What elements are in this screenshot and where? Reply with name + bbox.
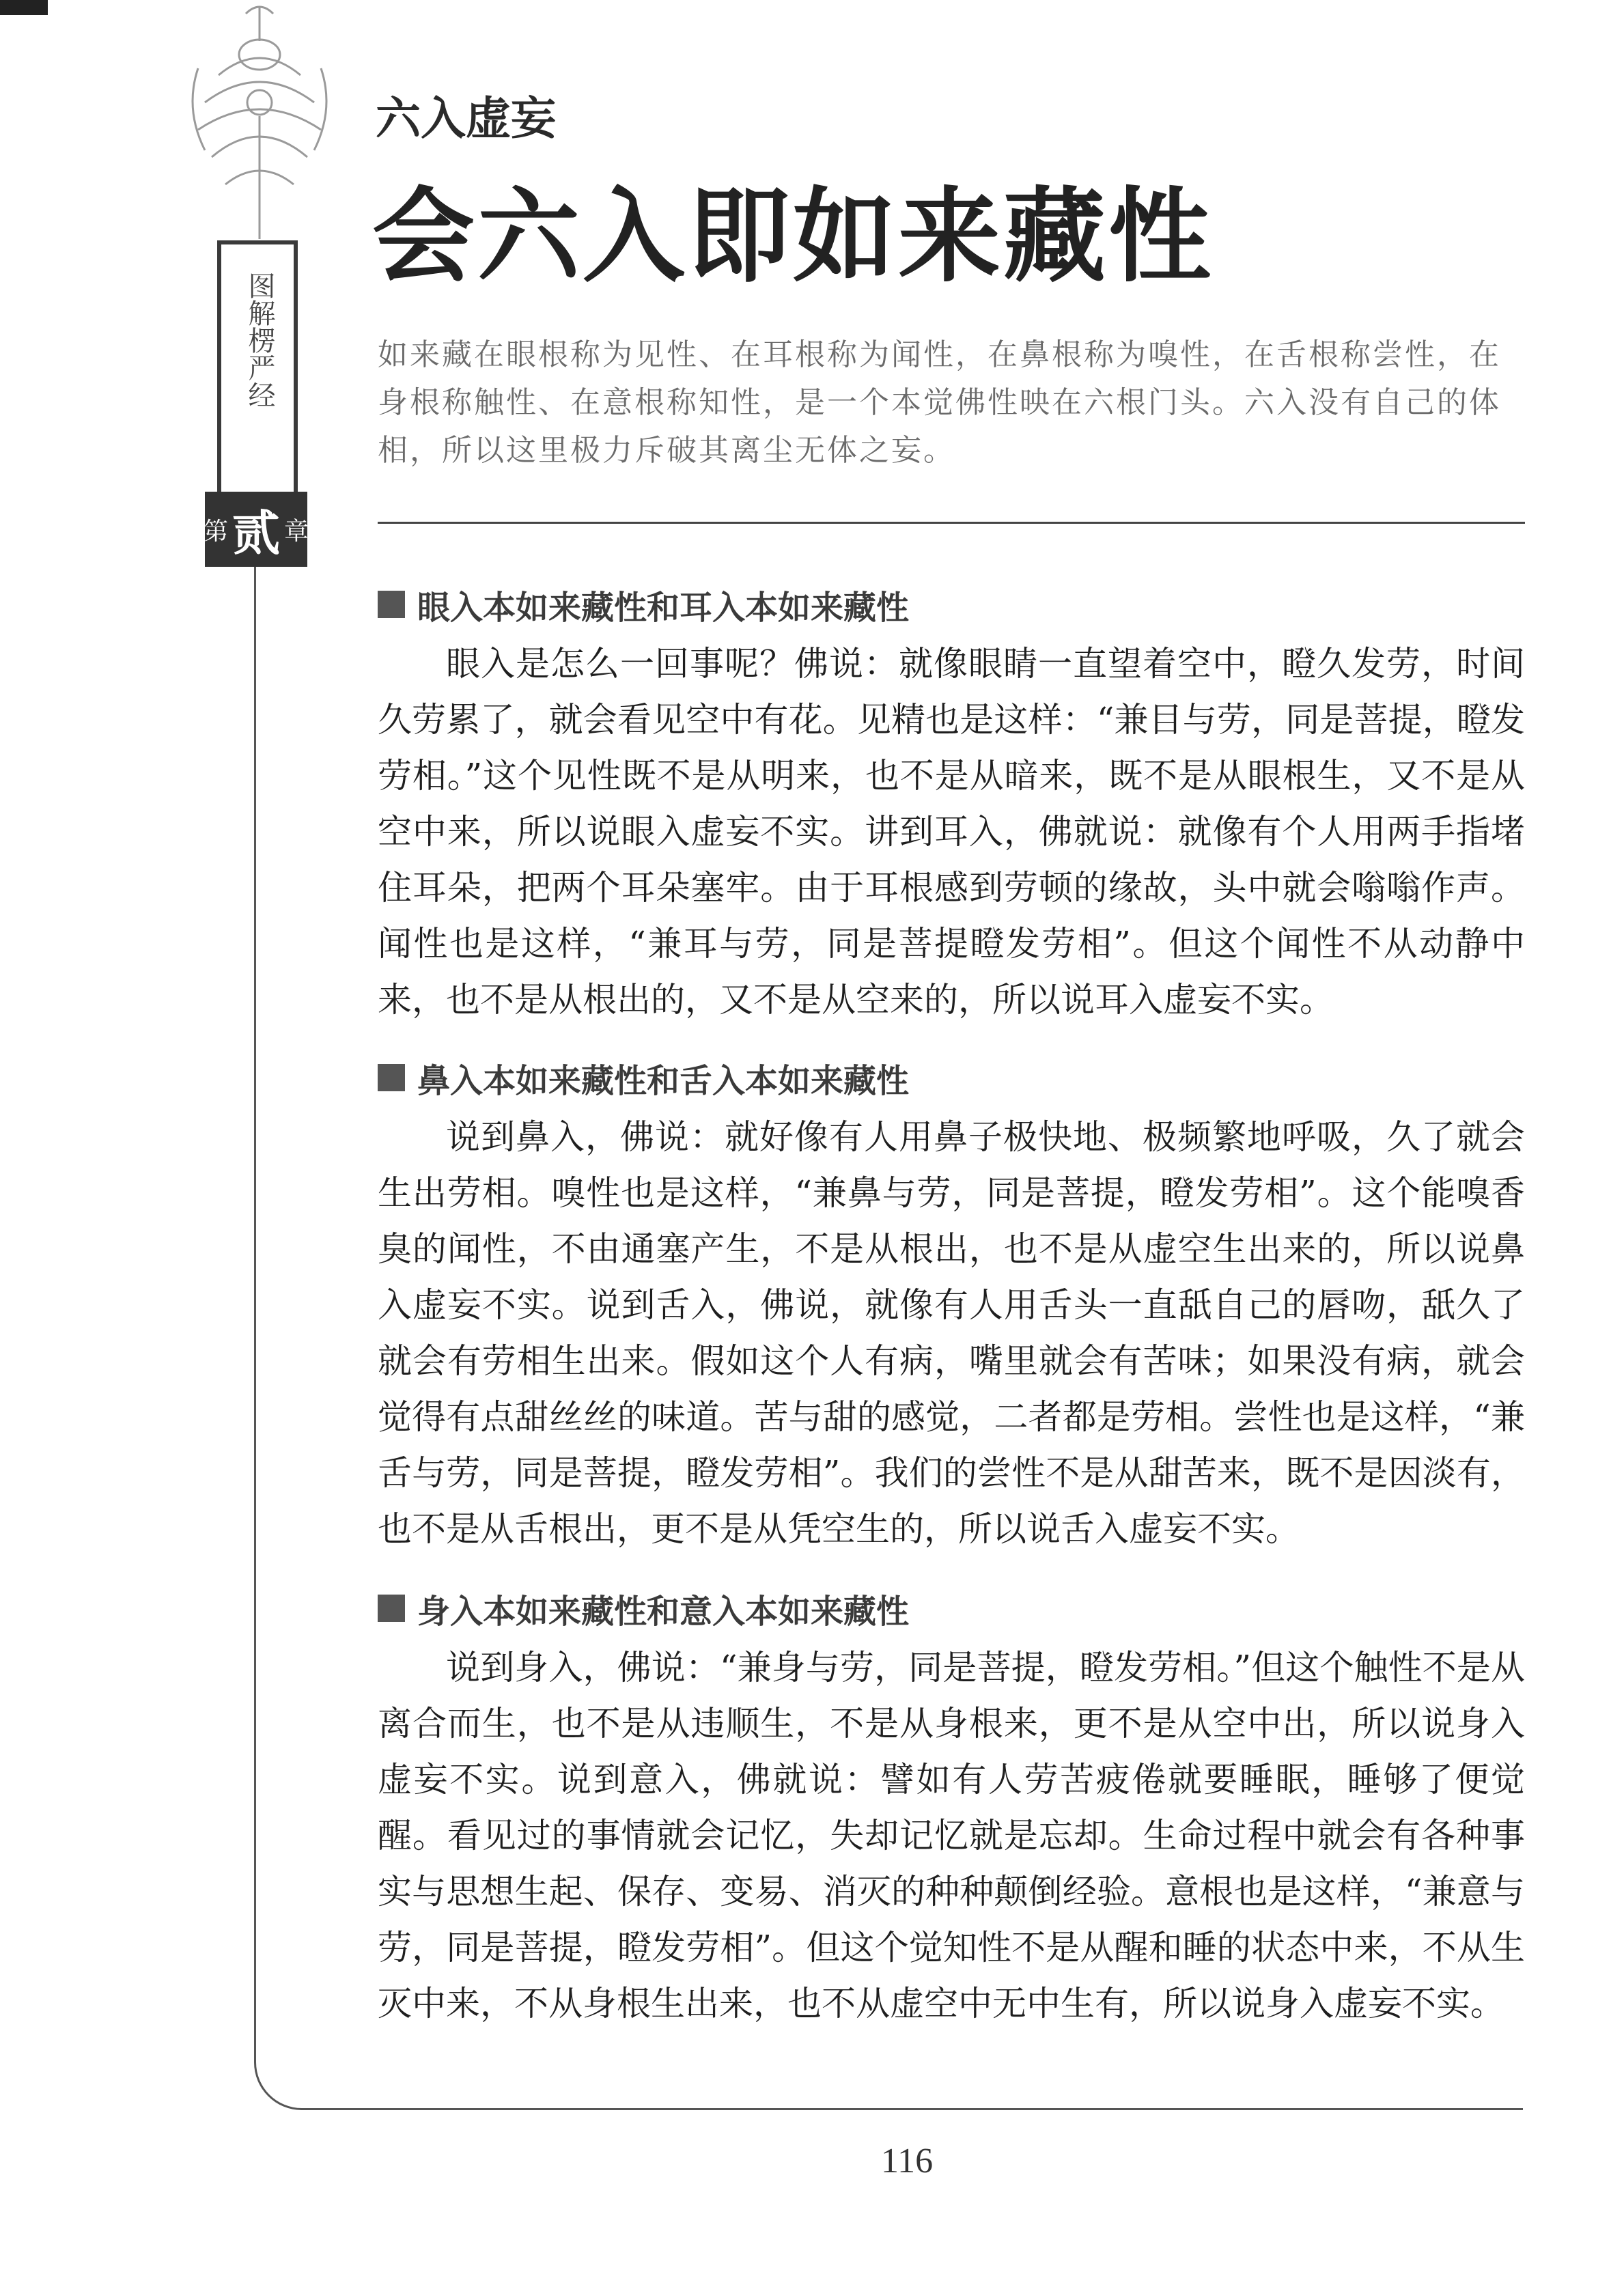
page-number: 116 xyxy=(881,2142,934,2180)
section-heading xyxy=(378,1581,1525,1636)
intro-paragraph: 如来藏在眼根称为见性、在耳根称为闻性，在鼻根称为嗅性，在舌根称尝性，在身根称触性、在意根称知性，是一个本觉佛性映在六根门头。六入没有自己的体相，所以这里极力斥破其离尘无体之妄。 xyxy=(378,337,1501,468)
section-nose-tongue xyxy=(378,1050,1525,1557)
chapter-number: 贰 xyxy=(232,505,280,561)
page-subtitle: 六入虚妄 xyxy=(376,92,556,145)
section-heading xyxy=(378,1050,1525,1105)
section-heading-text: 鼻入本如来藏性和舌入本如来藏性 xyxy=(417,1061,910,1100)
square-bullet-icon xyxy=(378,591,405,618)
section-heading-text: 眼入本如来藏性和耳入本如来藏性 xyxy=(417,588,910,627)
corner-mark xyxy=(0,0,48,15)
section-heading xyxy=(378,577,1525,632)
bottom-divider xyxy=(300,2108,1523,2110)
square-bullet-icon xyxy=(378,1064,405,1091)
book-title: 图解楞严经 xyxy=(244,272,275,408)
section-body-mind xyxy=(378,1581,1525,2032)
section-body: 说到鼻入，佛说：就好像有人用鼻子极快地、极频繁地呼吸，久了就会生出劳相。嗅性也是这样，“兼鼻与劳，同是菩提，瞪发劳相”。这个能嗅香臭的闻性，不由通塞产生，不是从根出，也不是从虚空生出来的，所以说鼻入虚妄不实。说到舌入，佛说，就像有人用舌头一直舐自己的唇吻，舐久了就会有劳相生出来。假如这个人有病，嘴里就会有苦味；如果没有病，就会觉得有点甜丝丝的味道。苦与甜的感觉，二者都是劳相。尝性也是这样，“兼舌与劳，同是菩提，瞪发劳相”。我们的尝性不是从甜苦来，既不是因淡有，也不是从舌根出，更不是从凭空生的，所以说舌入虚妄不实。 xyxy=(378,1117,1525,1549)
chapter-badge xyxy=(205,492,307,567)
page-frame-line xyxy=(254,567,302,2110)
section-body: 说到身入，佛说：“兼身与劳，同是菩提，瞪发劳相。”但这个触性不是从离合而生，也不是从违顺生，不是从身根来，更不是从空中出，所以说身入虚妄不实。说到意入，佛就说：譬如有人劳苦疲倦就要睡眠，睡够了便觉醒。看见过的事情就会记忆，失却记忆就是忘却。生命过程中就会有各种事实与思想生起、保存、变易、消灭的种种颠倒经验。意根也是这样，“兼意与劳，同是菩提，瞪发劳相”。但这个觉知性不是从醒和睡的状态中来，不从生灭中来，不从身根生出来，也不从虚空中无中生有，所以说身入虚妄不实。 xyxy=(378,1648,1525,2023)
section-eye-ear xyxy=(378,577,1525,1028)
book-title-box xyxy=(217,240,298,510)
intro-divider xyxy=(378,522,1525,524)
chapter-suffix: 章 xyxy=(284,517,309,546)
square-bullet-icon xyxy=(378,1595,405,1622)
chapter-prefix: 第 xyxy=(203,517,228,546)
section-heading-text: 身入本如来藏性和意入本如来藏性 xyxy=(417,1592,910,1631)
page-title: 会六入即如来藏性 xyxy=(372,178,1214,296)
lotus-ornament-icon xyxy=(171,0,348,260)
section-body: 眼入是怎么一回事呢？佛说：就像眼睛一直望着空中，瞪久发劳，时间久劳累了，就会看见空中有花。见精也是这样：“兼目与劳，同是菩提，瞪发劳相。”这个见性既不是从明来，也不是从暗来，既不是从眼根生，又不是从空中来，所以说眼入虚妄不实。讲到耳入，佛就说：就像有个人用两手指堵住耳朵，把两个耳朵塞牢。由于耳根感到劳顿的缘故，头中就会嗡嗡作声。闻性也是这样，“兼耳与劳，同是菩提瞪发劳相”。但这个闻性不从动静中来，也不是从根出的，又不是从空来的，所以说耳入虚妄不实。 xyxy=(378,644,1525,1020)
